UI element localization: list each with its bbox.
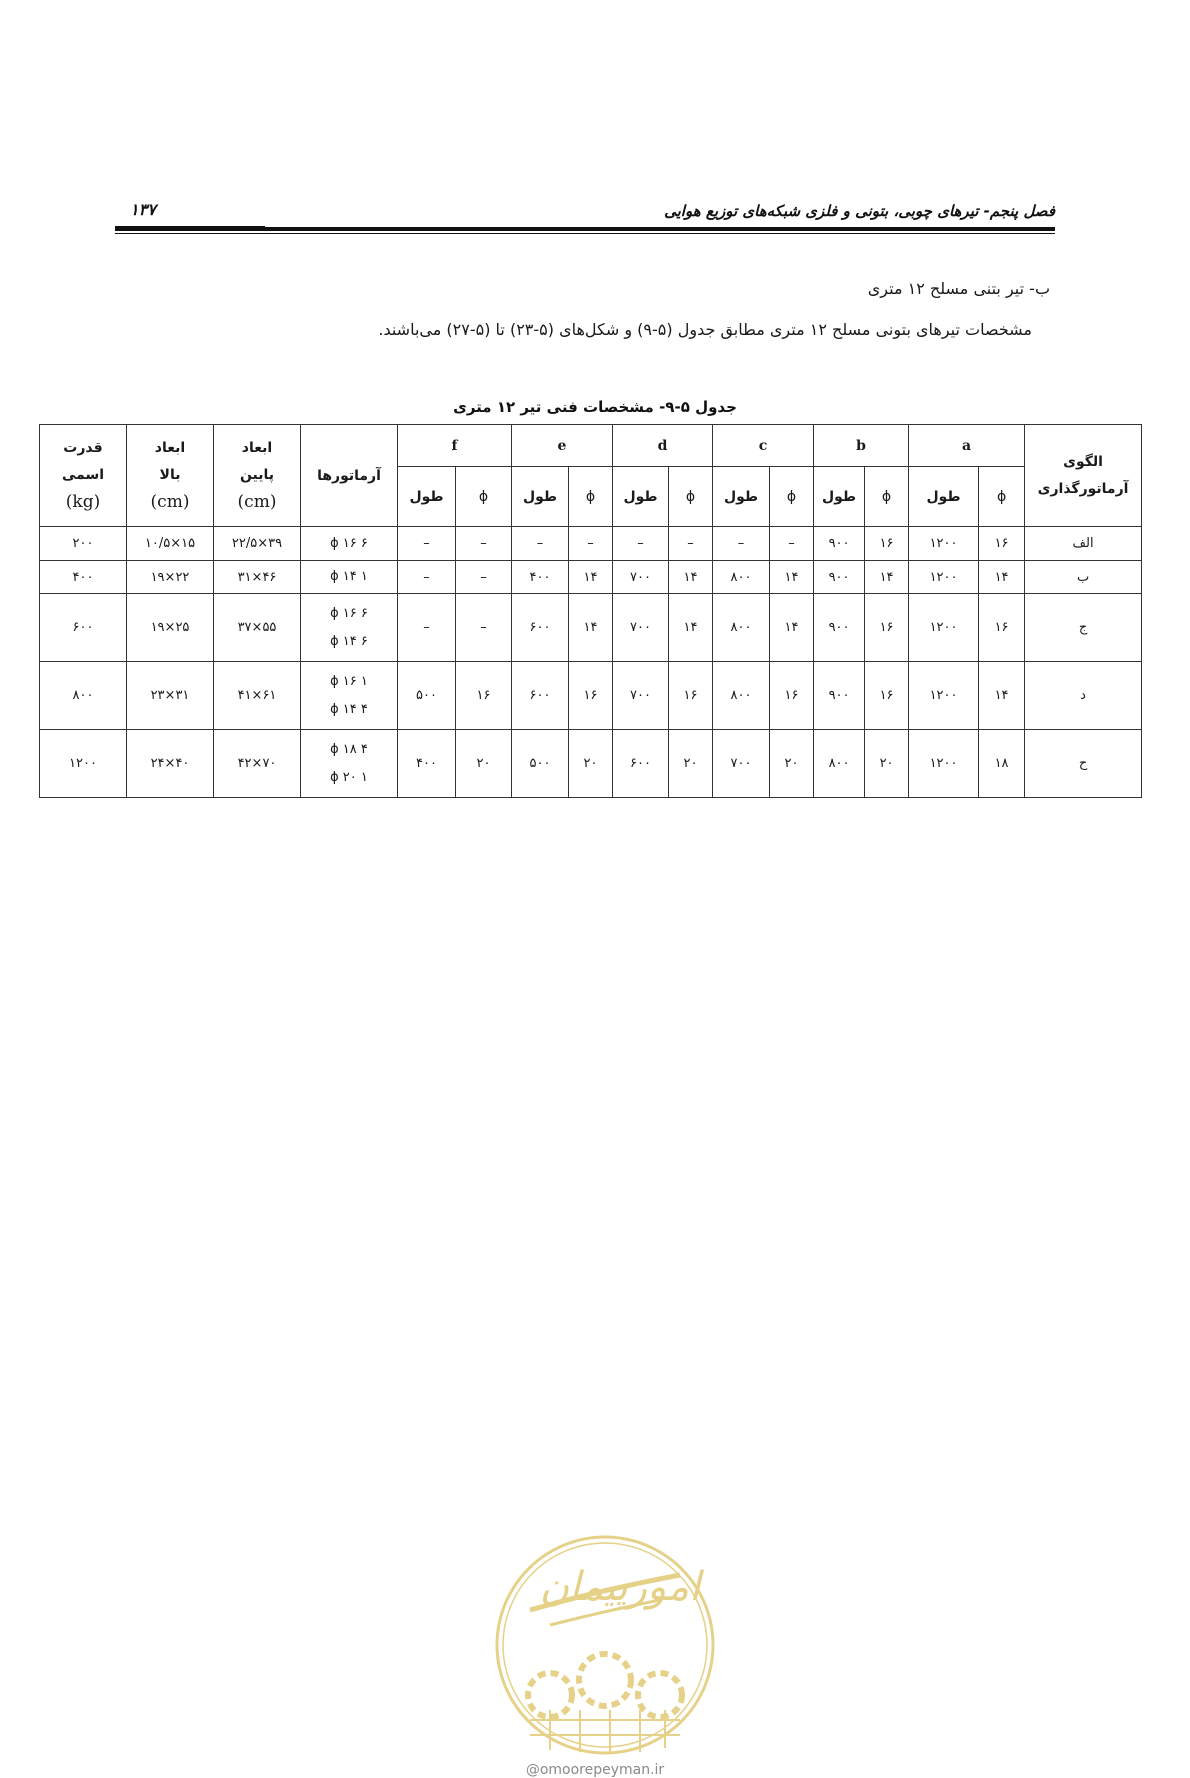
chapter-title: فصل پنجم- تیرهای چوبی، بتونی و فلزی شبکه‌های توزیع هوایی [664, 202, 1055, 220]
section-paragraph: مشخصات تیرهای بتونی مسلح ۱۲ متری مطابق جدول (۵-۹) و شکل‌های (۵-۲۳) تا (۵-۲۷) می‌باشند. [378, 320, 1032, 339]
cell-rebars: ۶ ϕ ۱۶ [301, 527, 398, 561]
header-length: طول [512, 467, 569, 527]
cell-bottom-dims: ۳۹×۲۲/۵ [214, 527, 301, 561]
svg-text:امورپیمان: امورپیمان [539, 1564, 701, 1610]
table-row [40, 594, 1142, 662]
cell-d-phi: ۱۴ [669, 561, 713, 594]
cell-b-length: ۹۰۰ [814, 527, 865, 561]
cell-a-length: ۱۲۰۰ [909, 527, 979, 561]
header-pattern: الگوی آرماتورگذاری [1025, 425, 1142, 527]
cell-top-dims: ۲۵×۱۹ [127, 594, 214, 662]
header-phi: ϕ [456, 467, 512, 527]
cell-b-phi: ۱۶ [865, 527, 909, 561]
watermark-site: @omoorepeyman.ir [525, 1762, 665, 1778]
header-bottom-dims: ابعاد پایین (cm) [214, 425, 301, 527]
table-caption: جدول ۵-۹- مشخصات فنی تیر ۱۲ متری [453, 398, 737, 416]
header-top-dims: ابعاد بالا (cm) [127, 425, 214, 527]
cell-e-length: ۶۰۰ [512, 594, 569, 662]
cell-top-dims: ۲۲×۱۹ [127, 561, 214, 594]
cell-a-length: ۱۲۰۰ [909, 561, 979, 594]
cell-c-length: ۸۰۰ [713, 662, 770, 730]
page-header [115, 196, 1055, 226]
cell-c-phi: ۱۴ [770, 561, 814, 594]
header-rule-thin [115, 233, 1055, 234]
table-row [40, 730, 1142, 798]
header-phi: ϕ [770, 467, 814, 527]
cell-capacity: ۱۲۰۰ [40, 730, 127, 798]
header-phi: ϕ [979, 467, 1025, 527]
cell-a-phi: ۱۶ [979, 527, 1025, 561]
header-group-b: b [814, 425, 909, 467]
cell-a-length: ۱۲۰۰ [909, 594, 979, 662]
cell-e-phi: ۱۶ [569, 662, 613, 730]
cell-c-length: – [713, 527, 770, 561]
header-rebars: آرماتورها [301, 425, 398, 527]
cell-pattern: د [1025, 662, 1142, 730]
cell-f-length: ۴۰۰ [398, 730, 456, 798]
header-length: طول [398, 467, 456, 527]
table-row [40, 561, 1142, 594]
cell-d-length: ۷۰۰ [613, 561, 669, 594]
cell-d-phi: ۱۴ [669, 594, 713, 662]
cell-top-dims: ۱۵×۱۰/۵ [127, 527, 214, 561]
cell-a-phi: ۱۶ [979, 594, 1025, 662]
cell-c-length: ۷۰۰ [713, 730, 770, 798]
header-rule-thick [115, 227, 1055, 231]
cell-e-phi: ۲۰ [569, 730, 613, 798]
cell-pattern: ح [1025, 730, 1142, 798]
cell-rebars: ۶ ϕ ۱۶ ۶ ϕ ۱۴ [301, 594, 398, 662]
cell-rebars: ۱ ϕ ۱۶ ۴ ϕ ۱۴ [301, 662, 398, 730]
cell-rebars: ۴ ϕ ۱۸ ۱ ϕ ۲۰ [301, 730, 398, 798]
cell-f-phi: – [456, 561, 512, 594]
cell-c-phi: ۲۰ [770, 730, 814, 798]
watermark-logo [490, 1530, 720, 1760]
table-row [40, 662, 1142, 730]
cell-pattern: ب [1025, 561, 1142, 594]
cell-c-phi: – [770, 527, 814, 561]
cell-d-length: ۷۰۰ [613, 594, 669, 662]
cell-e-length: ۶۰۰ [512, 662, 569, 730]
header-length: طول [713, 467, 770, 527]
cell-a-phi: ۱۴ [979, 561, 1025, 594]
cell-pattern: الف [1025, 527, 1142, 561]
cell-a-length: ۱۲۰۰ [909, 662, 979, 730]
cell-top-dims: ۴۰×۲۴ [127, 730, 214, 798]
cell-f-length: – [398, 594, 456, 662]
cell-e-phi: ۱۴ [569, 594, 613, 662]
header-length: طول [814, 467, 865, 527]
cell-capacity: ۸۰۰ [40, 662, 127, 730]
cell-a-length: ۱۲۰۰ [909, 730, 979, 798]
cell-a-phi: ۱۸ [979, 730, 1025, 798]
cell-d-length: ۶۰۰ [613, 730, 669, 798]
cell-c-length: ۸۰۰ [713, 594, 770, 662]
cell-e-length: ۴۰۰ [512, 561, 569, 594]
table-row [40, 527, 1142, 561]
cell-c-phi: ۱۴ [770, 594, 814, 662]
header-phi: ϕ [865, 467, 909, 527]
page-number: ۱۳۷ [130, 200, 156, 219]
cell-b-phi: ۱۴ [865, 561, 909, 594]
cell-f-phi: ۲۰ [456, 730, 512, 798]
header-length: طول [909, 467, 979, 527]
cell-b-phi: ۲۰ [865, 730, 909, 798]
cell-f-length: – [398, 527, 456, 561]
header-group-e: e [512, 425, 613, 467]
cell-rebars: ۱ ϕ ۱۴ [301, 561, 398, 594]
cell-bottom-dims: ۴۶×۳۱ [214, 561, 301, 594]
header-group-f: f [398, 425, 512, 467]
cell-bottom-dims: ۵۵×۳۷ [214, 594, 301, 662]
header-capacity: قدرت اسمی (kg) [40, 425, 127, 527]
cell-bottom-dims: ۶۱×۴۱ [214, 662, 301, 730]
cell-d-length: – [613, 527, 669, 561]
cell-capacity: ۲۰۰ [40, 527, 127, 561]
cell-d-phi: ۲۰ [669, 730, 713, 798]
cell-capacity: ۶۰۰ [40, 594, 127, 662]
cell-d-length: ۷۰۰ [613, 662, 669, 730]
header-length: طول [613, 467, 669, 527]
cell-e-length: – [512, 527, 569, 561]
cell-d-phi: ۱۶ [669, 662, 713, 730]
cell-b-length: ۹۰۰ [814, 561, 865, 594]
header-group-c: c [713, 425, 814, 467]
cell-b-length: ۸۰۰ [814, 730, 865, 798]
header-group-d: d [613, 425, 713, 467]
cell-f-length: ۵۰۰ [398, 662, 456, 730]
cell-e-phi: ۱۴ [569, 561, 613, 594]
cell-top-dims: ۳۱×۲۳ [127, 662, 214, 730]
cell-c-phi: ۱۶ [770, 662, 814, 730]
cell-pattern: ج [1025, 594, 1142, 662]
spec-table [39, 424, 1142, 798]
cell-f-phi: ۱۶ [456, 662, 512, 730]
cell-b-length: ۹۰۰ [814, 662, 865, 730]
cell-e-length: ۵۰۰ [512, 730, 569, 798]
cell-b-phi: ۱۶ [865, 594, 909, 662]
cell-b-length: ۹۰۰ [814, 594, 865, 662]
cell-d-phi: – [669, 527, 713, 561]
header-phi: ϕ [569, 467, 613, 527]
cell-capacity: ۴۰۰ [40, 561, 127, 594]
header-phi: ϕ [669, 467, 713, 527]
cell-f-phi: – [456, 527, 512, 561]
section-heading: ب- تیر بتنی مسلح ۱۲ متری [867, 279, 1050, 298]
cell-f-length: – [398, 561, 456, 594]
cell-a-phi: ۱۴ [979, 662, 1025, 730]
cell-e-phi: – [569, 527, 613, 561]
cell-b-phi: ۱۶ [865, 662, 909, 730]
cell-c-length: ۸۰۰ [713, 561, 770, 594]
header-group-a: a [909, 425, 1025, 467]
cell-f-phi: – [456, 594, 512, 662]
cell-bottom-dims: ۷۰×۴۲ [214, 730, 301, 798]
